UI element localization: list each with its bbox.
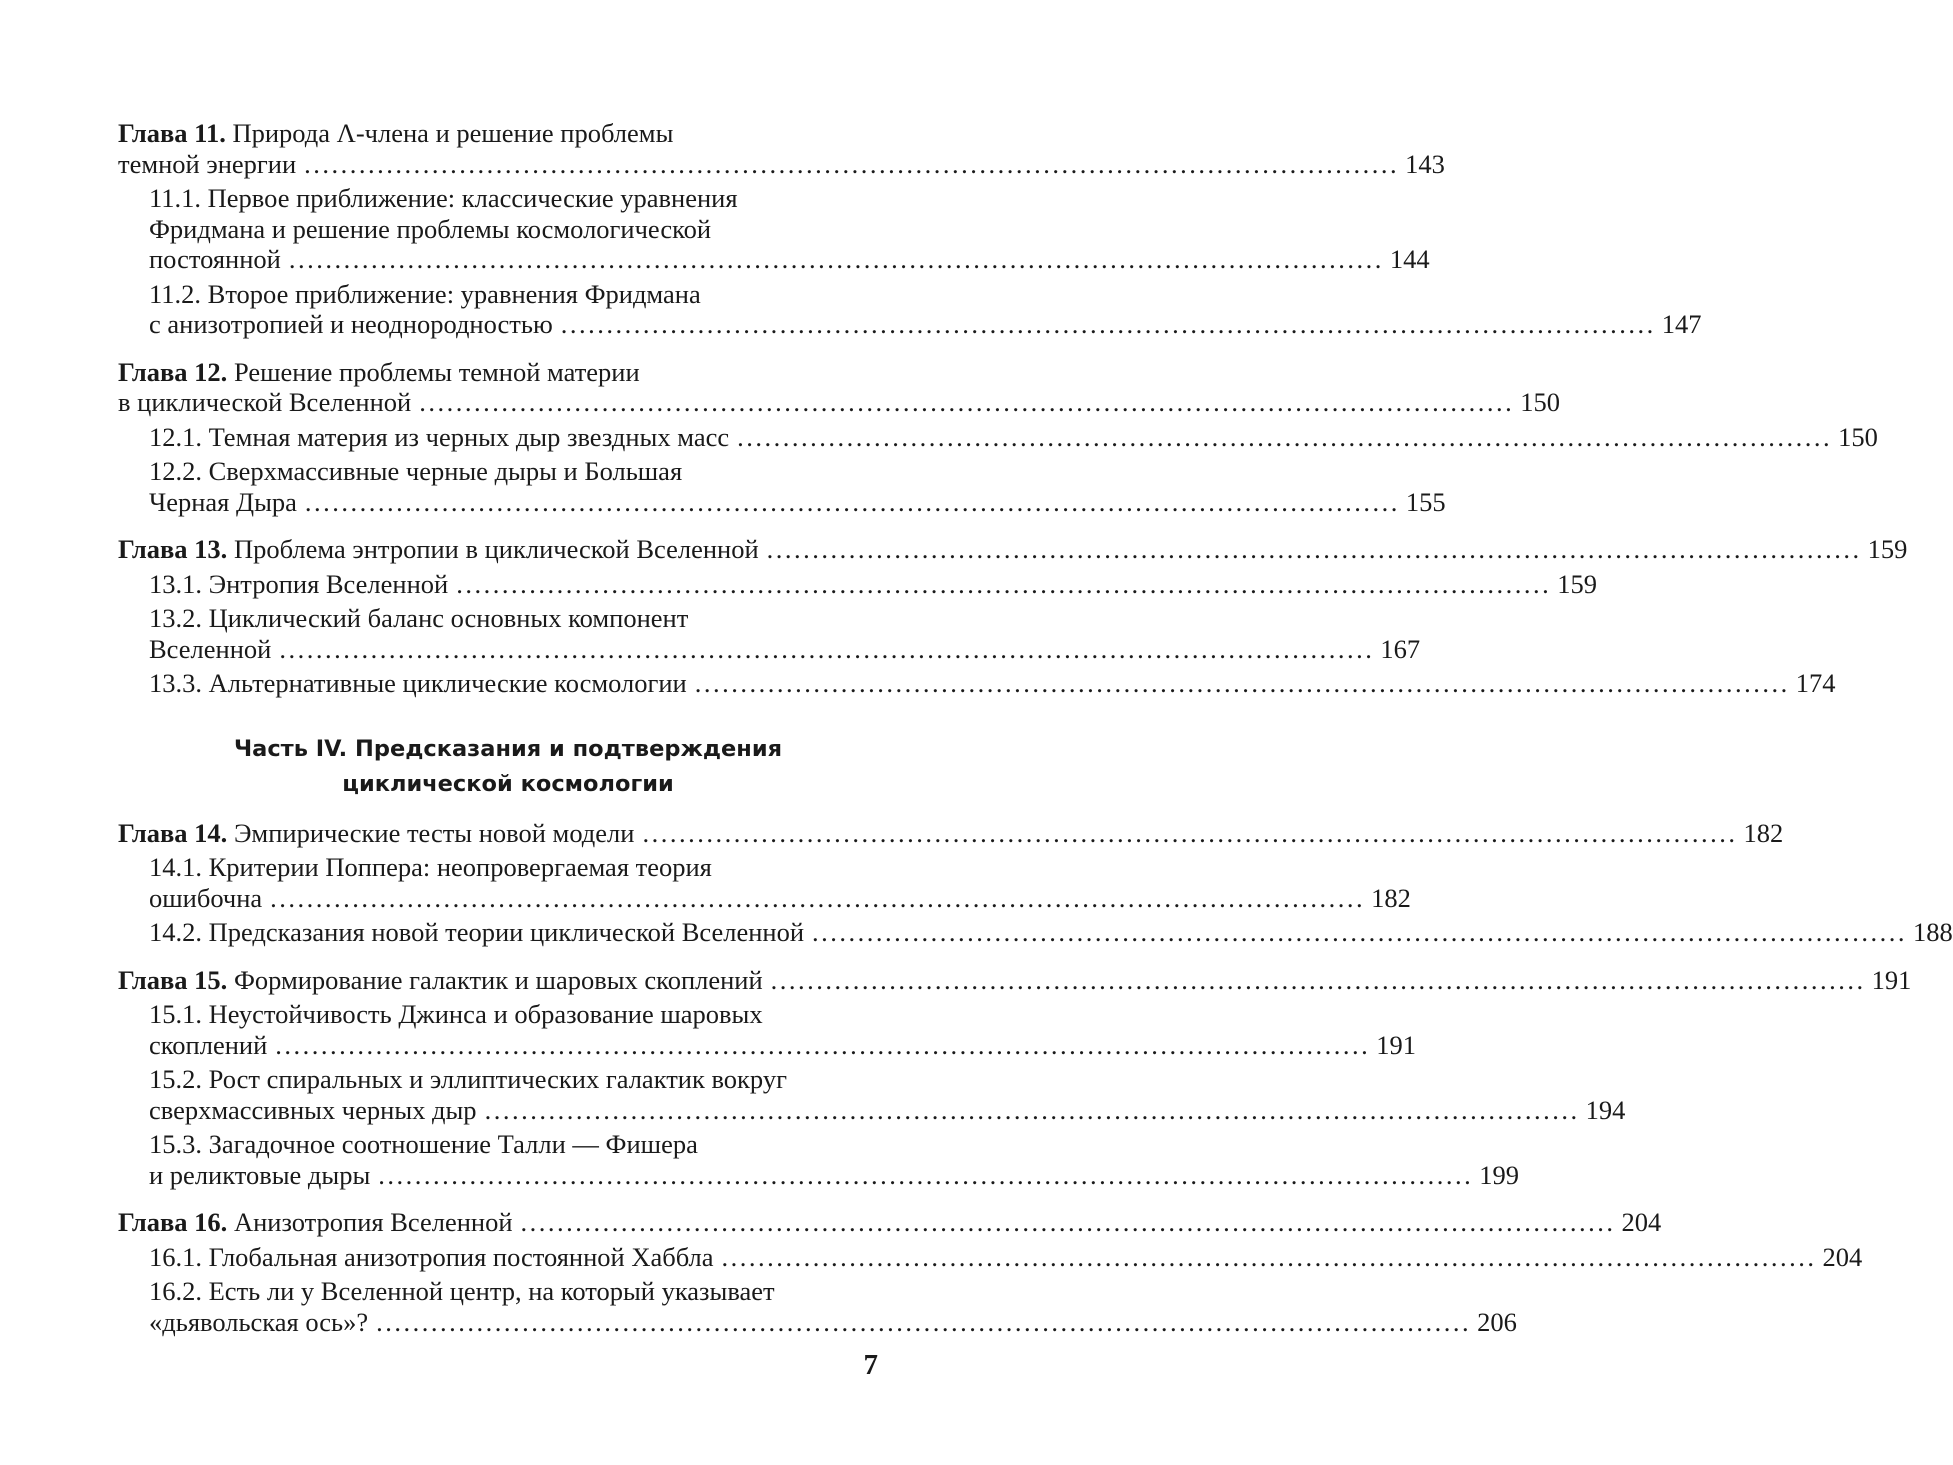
toc-entry-13-1[interactable] [118, 568, 1597, 600]
dot-leader: ........................................................................................................................ [304, 486, 1400, 517]
chapter-label: Глава 16. [118, 1207, 228, 1237]
dot-leader: ........................................................................................................................ [520, 1207, 1616, 1237]
toc-entry-chapter-11[interactable] [118, 118, 1445, 179]
chapter-title-line [118, 357, 878, 388]
toc-entry-12-2[interactable] [118, 456, 1446, 517]
chapter-label: Глава 11. [118, 118, 226, 148]
section-title: 11.2. Второе приближение: уравнения Фридмана [149, 278, 701, 309]
toc-entry-chapter-16[interactable] [118, 1207, 1662, 1238]
section-title-line [118, 668, 1836, 699]
section-title-line [118, 917, 1953, 948]
part-heading [118, 732, 878, 802]
section-title-line [118, 1159, 1520, 1191]
chapter-11 [118, 118, 1702, 340]
section-title-line [118, 244, 1430, 275]
toc-entry-11-1[interactable] [118, 183, 1430, 275]
chapter-14 [118, 817, 1953, 948]
dot-leader: ........................................................................................................................ [642, 817, 1738, 848]
section-title: 13.2. Циклический баланс основных компонент [149, 603, 689, 633]
section-title: 14.1. Критерии Поппера: неопровергаемая теория [149, 852, 712, 882]
page-number: 159 [1557, 568, 1597, 599]
dot-leader: ........................................................................................................................ [721, 1241, 1817, 1272]
chapter-title-line [118, 148, 1445, 180]
dot-leader: ........................................................................................................................ [304, 148, 1400, 179]
section-title-cont: скоплений [149, 1029, 268, 1060]
toc-entry-13-3[interactable] [118, 668, 1836, 699]
chapter-label: Глава 13. [118, 534, 228, 564]
section-title-line [118, 633, 1421, 665]
chapter-title: Решение проблемы темной материи [233, 356, 640, 387]
toc-entry-chapter-14[interactable] [118, 817, 1784, 849]
section-title-line [118, 421, 1878, 453]
page-number: 150 [1520, 387, 1560, 417]
chapter-title-cont: в циклической Вселенной [118, 387, 412, 417]
section-title-line [118, 1306, 1517, 1338]
toc-entry-14-1[interactable] [118, 852, 1411, 913]
dot-leader: ........................................................................................................................ [419, 387, 1515, 417]
dot-leader: ........................................................................................................................ [456, 568, 1552, 599]
toc-entry-16-2[interactable] [118, 1276, 1517, 1337]
chapter-title: Формирование галактик и шаровых скоплений [233, 964, 763, 995]
dot-leader: ........................................................................................................................ [275, 1029, 1371, 1060]
page-folio-number: 7 [863, 1349, 878, 1381]
section-title-cont: Вселенной [149, 633, 272, 664]
toc-entry-14-2[interactable] [118, 917, 1953, 948]
section-title: 14.2. Предсказания новой теории циклической Вселенной [149, 917, 805, 947]
chapter-title-group [118, 965, 763, 996]
dot-leader: ........................................................................................................................ [737, 421, 1833, 452]
section-title-line [118, 1094, 1626, 1126]
section-title-cont: Фридмана и решение проблемы космологической [149, 213, 712, 244]
section-title-cont: с анизотропией и неоднородностью [149, 309, 553, 339]
page-number: 199 [1479, 1159, 1520, 1190]
chapter-title-line [118, 1207, 1662, 1238]
chapter-title: Природа Λ-члена и решение проблемы [232, 118, 674, 148]
chapter-title-line [118, 817, 1784, 849]
part-title-cont: циклической космологии [342, 770, 674, 797]
section-title: 13.1. Энтропия Вселенной [149, 568, 449, 599]
chapter-label: Глава 12. [118, 356, 228, 387]
page-number: 155 [1405, 486, 1446, 517]
chapter-13 [118, 534, 1908, 699]
dot-leader: ........................................................................................................................ [270, 882, 1366, 913]
dot-leader: ........................................................................................................................ [766, 534, 1862, 564]
page-number: 167 [1380, 633, 1421, 664]
section-title-cont: постоянной [149, 244, 281, 274]
page-number: 191 [1376, 1029, 1417, 1060]
section-title-line [118, 568, 1597, 600]
page-number: 191 [1871, 964, 1912, 995]
section-title-line [118, 1029, 1417, 1061]
toc-entry-16-1[interactable] [118, 1241, 1863, 1273]
page-number: 182 [1371, 882, 1411, 913]
section-title-line [118, 486, 1446, 518]
section-title-cont: Черная Дыра [149, 486, 297, 517]
dot-leader: ........................................................................................................................ [694, 668, 1790, 698]
page-number: 206 [1477, 1306, 1517, 1337]
section-title-line [118, 309, 1702, 340]
chapter-title: Проблема энтропии в циклической Вселенной [233, 534, 759, 564]
page-number: 194 [1585, 1094, 1626, 1125]
chapter-title-line [118, 964, 1912, 996]
chapter-title-line [118, 118, 878, 149]
section-title: 13.3. Альтернативные циклические космологии [149, 668, 687, 698]
page-number: 147 [1661, 309, 1702, 339]
section-title: 12.2. Сверхмассивные черные дыры и Большая [149, 456, 683, 486]
chapter-title: Эмпирические тесты новой модели [233, 817, 635, 848]
chapter-title-cont: темной энергии [118, 148, 297, 179]
chapter-label: Глава 14. [118, 817, 228, 848]
chapter-label: Глава 15. [118, 964, 228, 995]
page-number: 144 [1389, 244, 1430, 274]
section-title: 15.3. Загадочное соотношение Талли — Фишера [149, 1129, 698, 1159]
dot-leader: ........................................................................................................................ [279, 633, 1375, 664]
toc-entry-11-2[interactable] [118, 278, 1702, 340]
section-title: 15.1. Неустойчивость Джинса и образование шаровых [149, 999, 763, 1029]
section-title: 16.2. Есть ли у Вселенной центр, на который указывает [149, 1276, 775, 1306]
section-title: 11.1. Первое приближение: классические уравнения [149, 183, 738, 213]
dot-leader: ........................................................................................................................ [288, 244, 1384, 274]
toc-entry-15-1[interactable] [118, 999, 1417, 1060]
toc-entry-chapter-15[interactable] [118, 964, 1912, 996]
chapter-title-group [118, 1207, 513, 1238]
toc-entry-chapter-12[interactable] [118, 356, 1560, 418]
toc-entry-15-3[interactable] [118, 1129, 1520, 1190]
page-number: 204 [1621, 1207, 1662, 1237]
section-title-line [118, 882, 1411, 914]
toc-entry-13-2[interactable] [118, 603, 1421, 664]
section-title-line [118, 1241, 1863, 1273]
dot-leader: ........................................................................................................................ [812, 917, 1908, 947]
part-title: Часть IV. Предсказания и подтверждения [233, 735, 783, 762]
dot-leader: ........................................................................................................................ [560, 309, 1656, 339]
dot-leader: ........................................................................................................................ [484, 1094, 1580, 1125]
chapter-title-line [118, 387, 1560, 418]
chapter-16 [118, 1207, 1863, 1337]
page-number: 182 [1743, 817, 1784, 848]
section-title: 15.2. Рост спиральных и эллиптических галактик вокруг [149, 1064, 787, 1094]
toc-entry-15-2[interactable] [118, 1064, 1626, 1125]
section-title-cont: и реликтовые дыры [149, 1159, 371, 1190]
dot-leader: ........................................................................................................................ [376, 1306, 1472, 1337]
page-number: 188 [1913, 917, 1953, 947]
page-number: 150 [1838, 421, 1878, 452]
section-title-cont: сверхмассивных черных дыр [149, 1094, 477, 1125]
section-title: 16.1. Глобальная анизотропия постоянной Хаббла [149, 1241, 714, 1272]
page-number: 204 [1822, 1241, 1863, 1272]
chapter-12 [118, 356, 1878, 518]
dot-leader: ........................................................................................................................ [378, 1159, 1474, 1190]
toc-entry-chapter-13[interactable] [118, 534, 1908, 565]
section-title-cont: ошибочна [149, 882, 263, 913]
chapter-title-group [118, 818, 634, 849]
chapter-title-line [118, 534, 1908, 565]
chapter-title: Анизотропия Вселенной [233, 1207, 513, 1237]
chapter-title-group [118, 534, 759, 565]
toc-entry-12-1[interactable] [118, 421, 1878, 453]
page-number: 143 [1405, 148, 1445, 179]
page-number: 159 [1867, 534, 1908, 564]
table-of-contents [118, 118, 1953, 1337]
dot-leader: ........................................................................................................................ [770, 964, 1866, 995]
page-number: 174 [1795, 668, 1836, 698]
section-title: 12.1. Темная материя из черных дыр звездных масс [149, 421, 730, 452]
chapter-15 [118, 964, 1912, 1191]
section-title-cont: «дьявольская ось»? [149, 1306, 369, 1337]
